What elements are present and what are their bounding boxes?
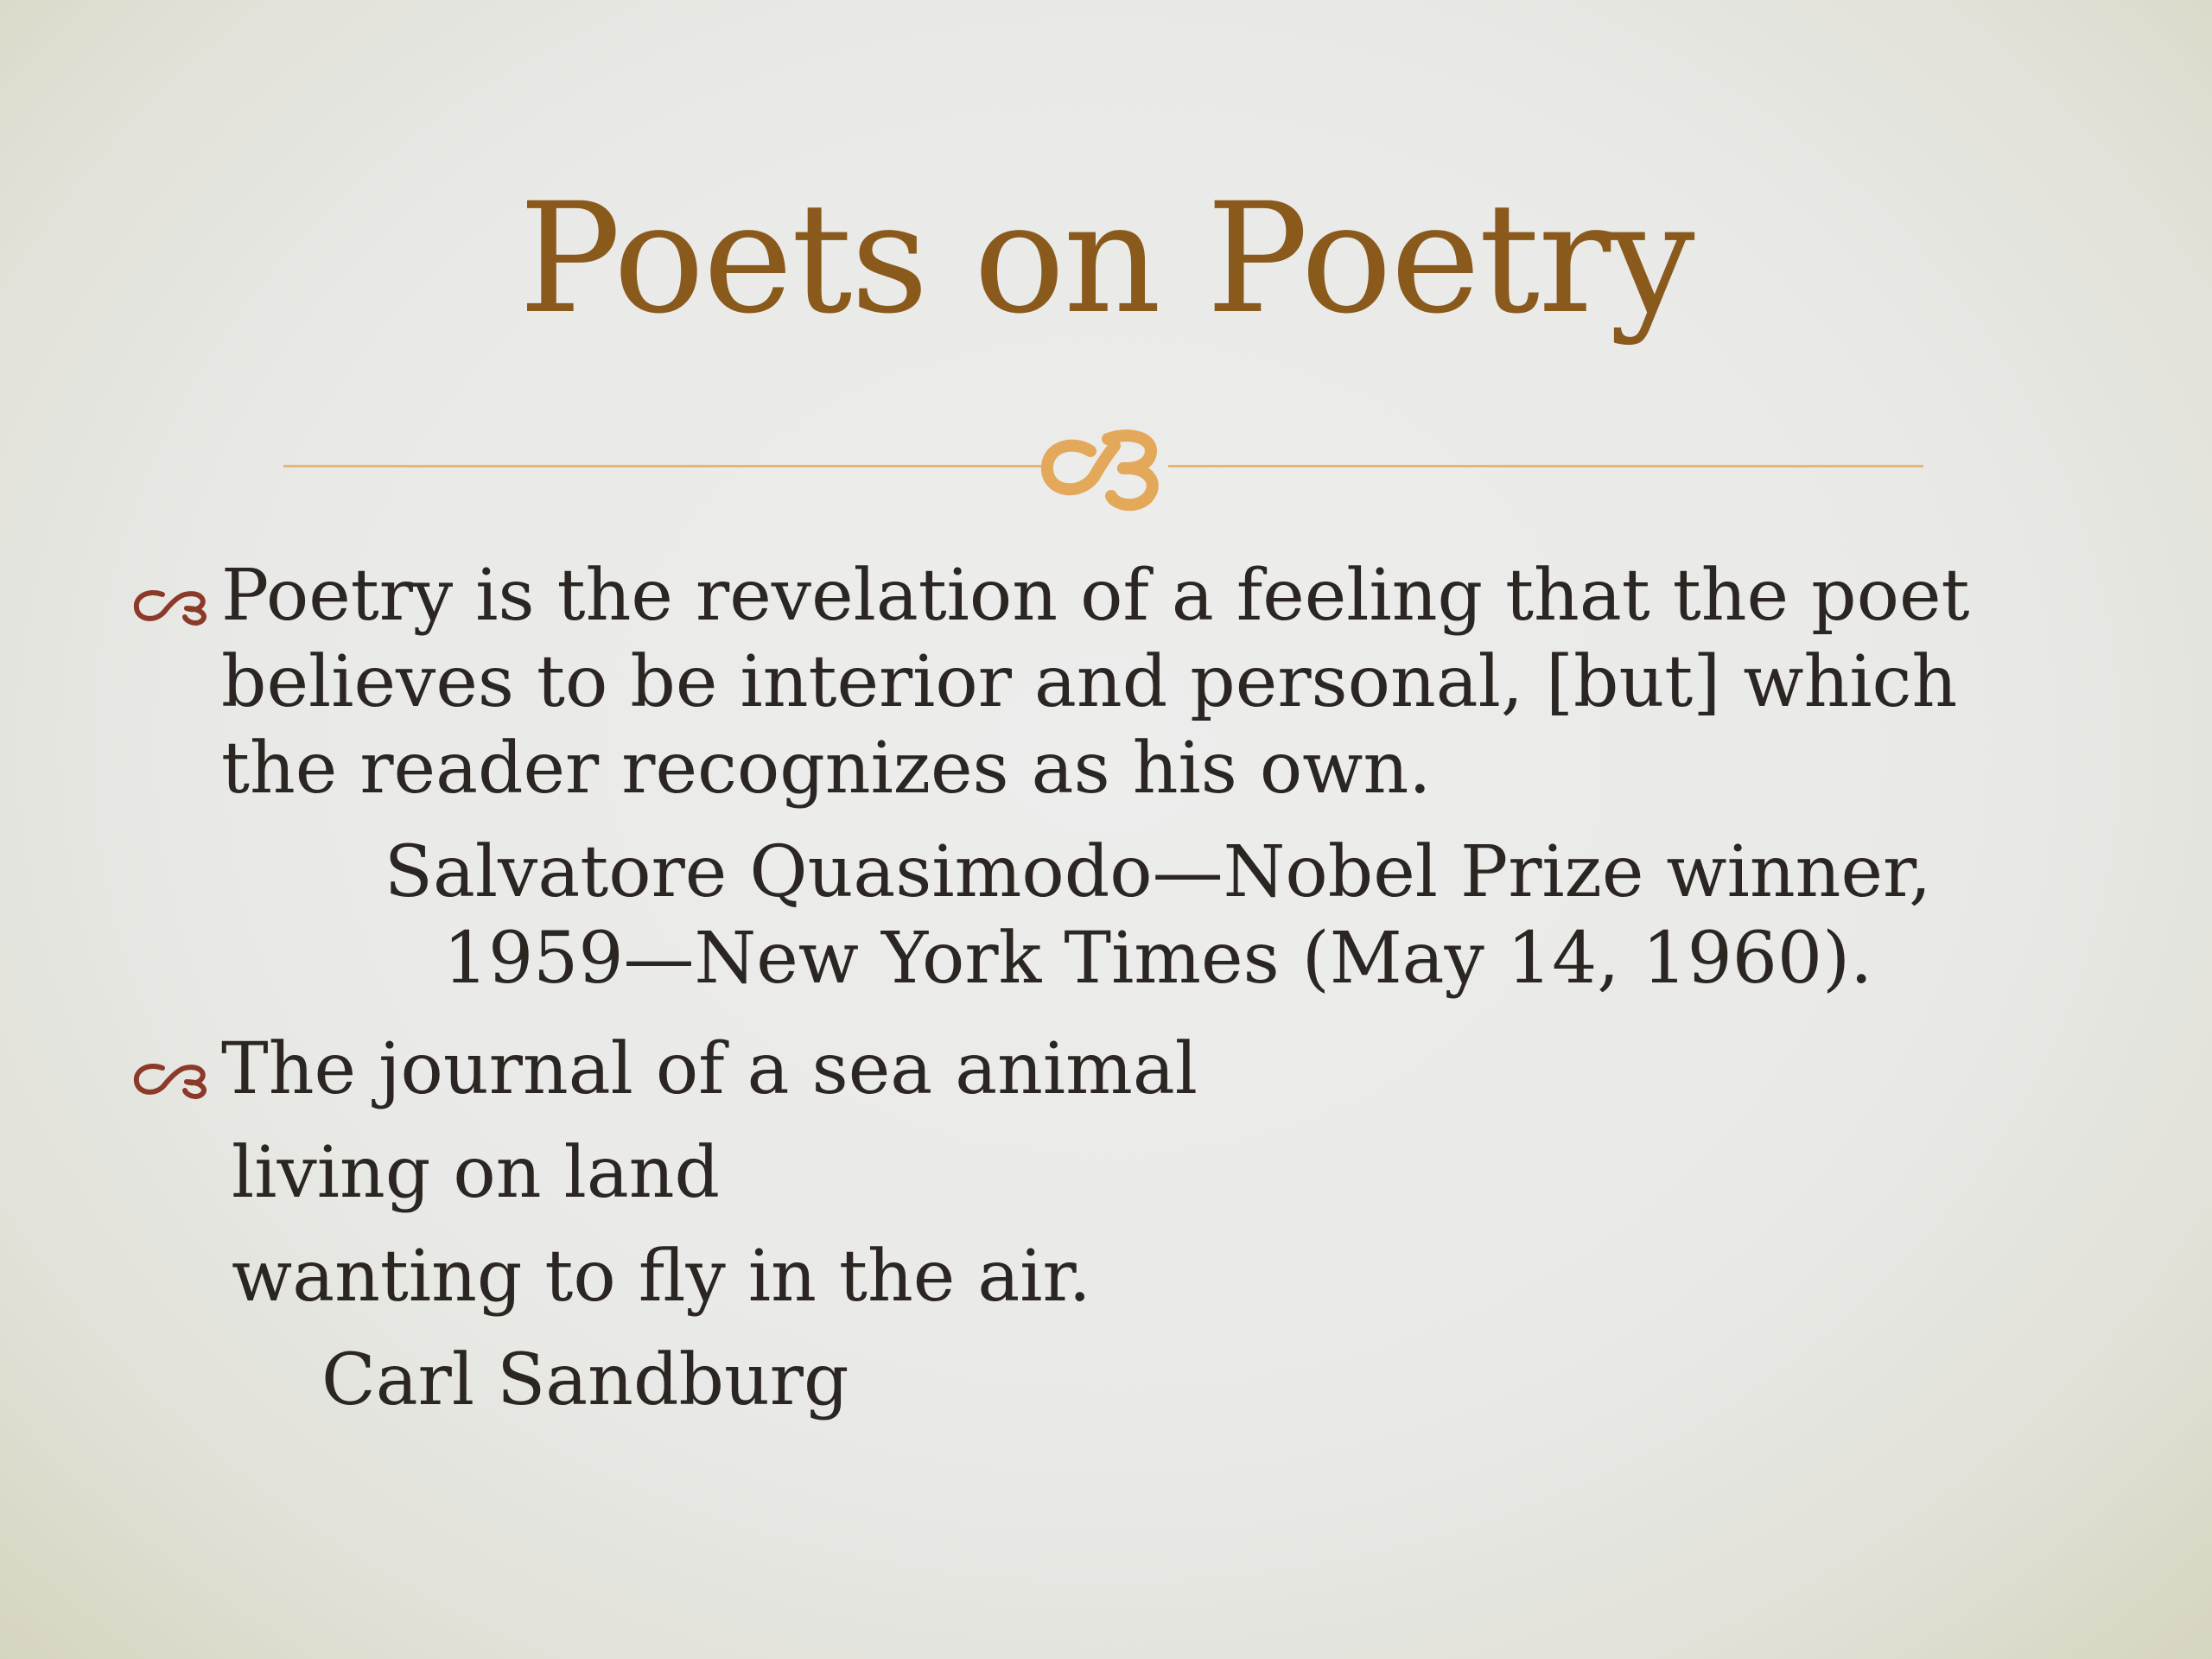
- fleuron-bullet-icon: [130, 586, 213, 626]
- slide-body: [130, 553, 2074, 1424]
- quote-text-quasimodo: Poetry is the revelation of a feeling that the poet believes to be interior and personal, [but] which the reader recognizes as his own.: [221, 555, 1970, 810]
- title-divider-left: [283, 465, 1044, 467]
- quote-bullet-1: [130, 553, 2074, 812]
- attribution-line-2: 1959—New York Times (May 14, 1960).: [442, 918, 1873, 1000]
- slide-title: Poets on Poetry: [518, 170, 1694, 347]
- verse-line-1: The journal of a sea animal: [221, 1028, 1198, 1110]
- flourish-icon: [1028, 413, 1184, 517]
- attribution-line-1: Salvatore Quasimodo—Nobel Prize winner,: [384, 831, 1932, 913]
- quote-bullet-2: [130, 1027, 2074, 1113]
- title-divider-right: [1168, 465, 1923, 467]
- verse-line-2: living on land: [232, 1132, 721, 1214]
- attribution-quasimodo: [346, 830, 1970, 1002]
- verse-author: Carl Sandburg: [321, 1339, 849, 1421]
- fleuron-bullet-icon: [130, 1059, 213, 1099]
- verse-line-3: wanting to fly in the air.: [232, 1236, 1091, 1318]
